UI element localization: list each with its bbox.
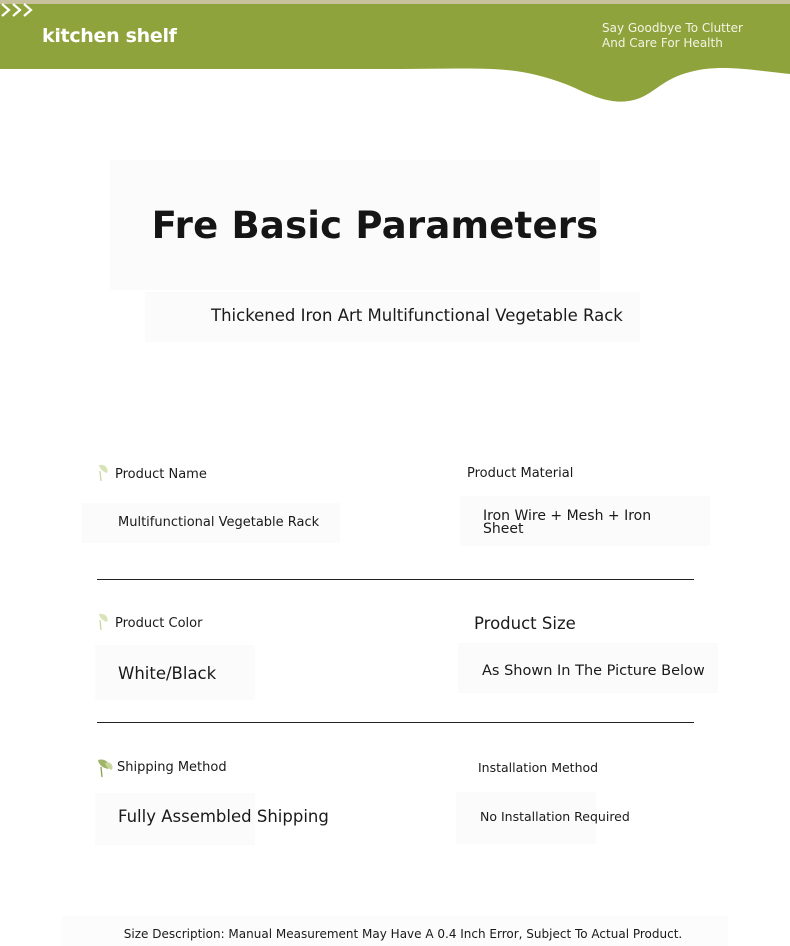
param-value-installation-method: No Installation Required bbox=[480, 809, 630, 824]
size-description-note: Size Description: Manual Measurement May Have A 0.4 Inch Error, Subject To Actual Product. bbox=[123, 927, 683, 941]
param-label-product-color: Product Color bbox=[115, 616, 203, 631]
param-label-product-name: Product Name bbox=[115, 467, 207, 482]
leaf-icon bbox=[96, 612, 112, 632]
param-value-product-size: As Shown In The Picture Below bbox=[482, 663, 705, 679]
param-value-product-color: White/Black bbox=[118, 664, 217, 683]
param-value-product-name: Multifunctional Vegetable Rack bbox=[118, 515, 320, 530]
row-divider bbox=[97, 579, 694, 580]
param-label-installation-method: Installation Method bbox=[478, 760, 599, 775]
param-value-product-material: Iron Wire + Mesh + Iron Sheet bbox=[483, 508, 652, 537]
brand-name: kitchen shelf bbox=[42, 25, 177, 47]
header-slogan: Say Goodbye To Clutter And Care For Health bbox=[602, 21, 743, 50]
row-divider bbox=[97, 722, 694, 723]
page-title: Fre Basic Parameters bbox=[151, 204, 599, 247]
leaf-icon bbox=[96, 463, 112, 483]
header-wave-shape bbox=[0, 0, 790, 110]
triple-chevron-right-icon bbox=[0, 0, 36, 20]
param-value-shipping-method: Fully Assembled Shipping bbox=[118, 807, 329, 826]
param-label-product-material: Product Material bbox=[467, 466, 574, 481]
param-label-shipping-method: Shipping Method bbox=[117, 760, 227, 775]
header-banner bbox=[0, 0, 790, 110]
param-label-product-size: Product Size bbox=[474, 614, 576, 633]
page-subtitle: Thickened Iron Art Multifunctional Vegetable Rack bbox=[211, 306, 623, 325]
leaf-icon bbox=[96, 757, 116, 779]
